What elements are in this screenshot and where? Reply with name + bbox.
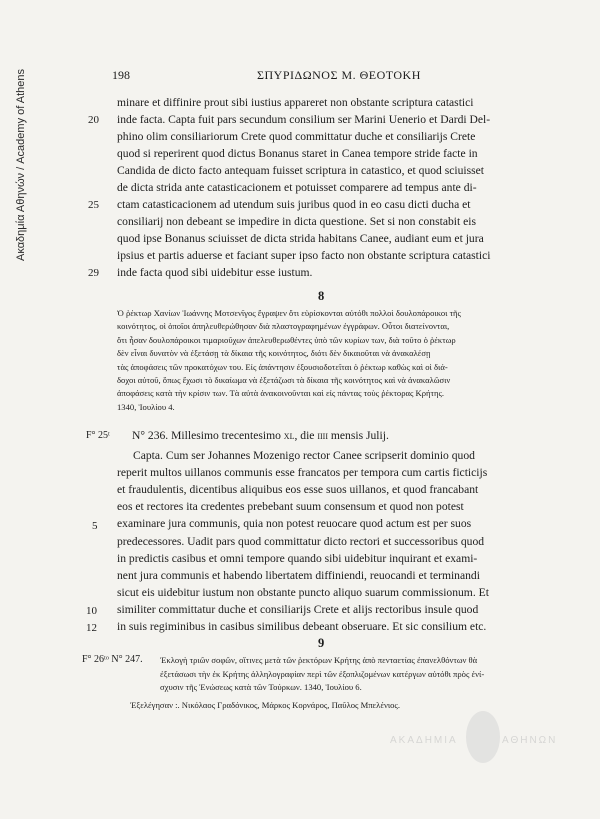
running-title: ΣΠΥΡΙΔΩΝΟΣ Μ. ΘΕΟΤΟΚΗ bbox=[257, 68, 421, 82]
text-line: sicut eis uidebitur iustum non obstante puncto aliquo suarum commissionum. Et bbox=[117, 585, 489, 599]
folio-reference: F° 26ᵗᵒ N° 247. bbox=[82, 654, 143, 665]
text-line: phino olim consiliariorum Crete quod committatur duche et consiliarijs Crete bbox=[117, 130, 476, 143]
text-line: predecessores. Uadit pars quod committatur dicto rectori et successoribus quod bbox=[117, 534, 485, 548]
text-line: τὰς ἀποφάσεις τῶν προκατόχων του. Εἰς ἀπάντησιν ἐξουσιοδοτεῖται ὁ ῥέκτωρ καθὼς καὶ οἱ διά- bbox=[117, 361, 448, 372]
text-line: ὅτι ἦσαν δουλοπάροικοι τιμαριοῦχων ἀπελευθερωθέντες ὑπὸ τῶν κυρίων των, διὰ τοῦτο ὁ ῥέκτωρ bbox=[117, 334, 456, 345]
text-line: ἀποφάσεις κατὰ τὴν κρίσιν των. Τὰ αὐτὰ ἀνακοινοῦνται καὶ εἰς πάντας τοὺς ῥέκτορας Κρήτης. bbox=[117, 388, 445, 399]
line-number: 25 bbox=[88, 199, 99, 211]
text-line: similiter committatur duche et consiliarijs Crete et alijs rectoribus insule quod bbox=[117, 602, 479, 616]
text-line: eos et rectores ita credentes prebebant suum consensum et quod non potest bbox=[117, 500, 464, 514]
text-line: et fraudulentis, dicentibus aliquibus eos esse suos uillanos, et quod francabant bbox=[117, 483, 479, 497]
elected-line bbox=[130, 700, 400, 710]
section-number-8: 8 bbox=[318, 289, 325, 303]
text-line: quod si reperirent quod dictus Bonanus staret in Canea tempore stride facte in bbox=[117, 147, 478, 160]
text-line: reperit multos uillanos communis esse francatos per tempora cum cartis ficticijs bbox=[117, 466, 488, 480]
latin-text-block-1 bbox=[117, 96, 537, 296]
text-line: 1340, Ἰουλίου 4. bbox=[117, 401, 175, 412]
section-number-9: 9 bbox=[318, 636, 325, 650]
text-line: κοινότητος, οἱ ὁποῖοι ἀπηλευθερώθησαν διὰ πλαστογραφημένων ἐγγράφων. Οὗτοι διατείνονται, bbox=[117, 321, 450, 332]
heading-year-numeral: xl bbox=[283, 429, 295, 442]
watermark-emblem-icon bbox=[466, 711, 500, 763]
academy-label-text: Ακαδημία Αθηνών / Academy of Athens bbox=[15, 68, 28, 262]
archive-side-label bbox=[6, 40, 36, 290]
text-line: minare et diffinire prout sibi iustius appareret non obstante scriptura catastici bbox=[117, 96, 474, 109]
text-line: in predictis casibus et omni tempore quando sibi uidebitur inquirant et exami- bbox=[117, 551, 478, 565]
text-line: inde facta. Capta fuit pars secundum consilium ser Marini Uenerio et Dardi Del- bbox=[117, 113, 491, 126]
line-number: 10 bbox=[86, 605, 97, 617]
latin-text-block-8 bbox=[117, 449, 557, 639]
text-line: in suis regiminibus in casibus similibus debeant obseruare. Et sic consilium etc. bbox=[117, 620, 487, 633]
text-line: Ἐκλογὴ τριῶν σοφῶν, οἵτινες μετὰ τῶν ῥεκτόρων Κρήτης ἀπὸ πενταετίας ἐπανελθόντων θὰ bbox=[160, 655, 478, 665]
greek-summary-8 bbox=[117, 308, 557, 428]
text-line: δοχοι αὐτοῦ, ὅπως ἔχωσι τὸ δικαίωμα νὰ ἐξετάζωσι τὰ δίκαια τῆς κοινότητος καὶ νὰ ἀνακαλῶσιν bbox=[117, 375, 451, 385]
line-number: 29 bbox=[88, 267, 99, 279]
text-line: Candida de dicto facto antequam fuisset scriptura in catastico, et quod sciuisset bbox=[117, 164, 485, 177]
elected-names: . Νικόλαος Γραδόνικος, Μάρκος Κορνάρος, Παῦλος Μπελένιος. bbox=[177, 700, 400, 710]
text-line: ctam catasticacionem ad utendum suis juribus quod in eo casu dicti ducha et bbox=[117, 198, 471, 211]
text-line: examinare jura communis, quia non potest reuocare quod actum est per suos bbox=[117, 517, 472, 531]
text-line: quod ipse Bonanus sciuisset de dicta strida habitans Canee, audiant eum et jura bbox=[117, 232, 484, 245]
folio-reference: F° 25ᵗ bbox=[86, 430, 110, 441]
text-line: inde facta quod sibi uidebitur esse iustum. bbox=[117, 266, 313, 279]
heading-day-numeral: iiii bbox=[317, 429, 328, 442]
text-line: Ὁ ῥέκτωρ Χανίων Ἰωάννης Μοτσενῖγος ἔγραψεν ὅτι εὑρίσκονται αὐτόθι πολλοὶ δουλοπάροικοι τῆς bbox=[117, 308, 461, 318]
text-line: ἐξετάσωσι τὴν ἐκ Κρήτης ἀλληλογραφίαν περὶ τῶν ἐξοπλιζομένων κατέργων αὐτόθι πρὸς ἐνί- bbox=[160, 668, 485, 679]
elected-label: Ἐξελέγησαν : bbox=[130, 700, 178, 710]
heading-text: Millesimo trecentesimo bbox=[168, 429, 284, 442]
text-line: consiliarij non debeant se impedire in dicta questione. Set si non constabit eis bbox=[117, 215, 477, 228]
watermark-text-right: ΑΘΗΝΩΝ bbox=[502, 735, 558, 746]
heading-text: , die bbox=[294, 429, 318, 442]
academy-watermark bbox=[390, 705, 570, 775]
text-line: Capta. Cum ser Johannes Mozenigo rector Canee scripserit dominio quod bbox=[133, 449, 475, 462]
line-number: 5 bbox=[92, 520, 98, 532]
page-number: 198 bbox=[112, 68, 130, 82]
text-line: σχυσιν τῆς Ἑνώσεως κατὰ τῶν Τούρκων. 1340, Ἰουλίου 6. bbox=[160, 682, 362, 692]
page-header bbox=[112, 68, 512, 84]
heading-text: mensis Julij. bbox=[327, 429, 389, 442]
text-line: ipsius et partis aduerse et faciant super ipso facto non obstante scriptura catastici bbox=[117, 249, 491, 262]
text-line: δὲν εἶναι δυνατὸν νὰ ἐξετάσῃ τὰ δίκαια τῆς κοινότητος, διότι δὲν δικαιοῦται νὰ ἀνακαλέσῃ bbox=[117, 348, 431, 359]
text-line: nent jura communis et habendo libertatem diffiniendi, reuocandi et terminandi bbox=[117, 568, 480, 582]
text-line: de dicta strida ante catasticacionem et potuisset comparere ad tempus ante di- bbox=[117, 181, 477, 194]
document-number: N° 236. bbox=[132, 429, 169, 442]
line-number: 20 bbox=[88, 114, 99, 126]
document-heading-8 bbox=[132, 429, 552, 445]
line-number: 12 bbox=[86, 622, 97, 634]
watermark-text-left: ΑΚΑΔΗΜΙΑ bbox=[390, 735, 458, 746]
